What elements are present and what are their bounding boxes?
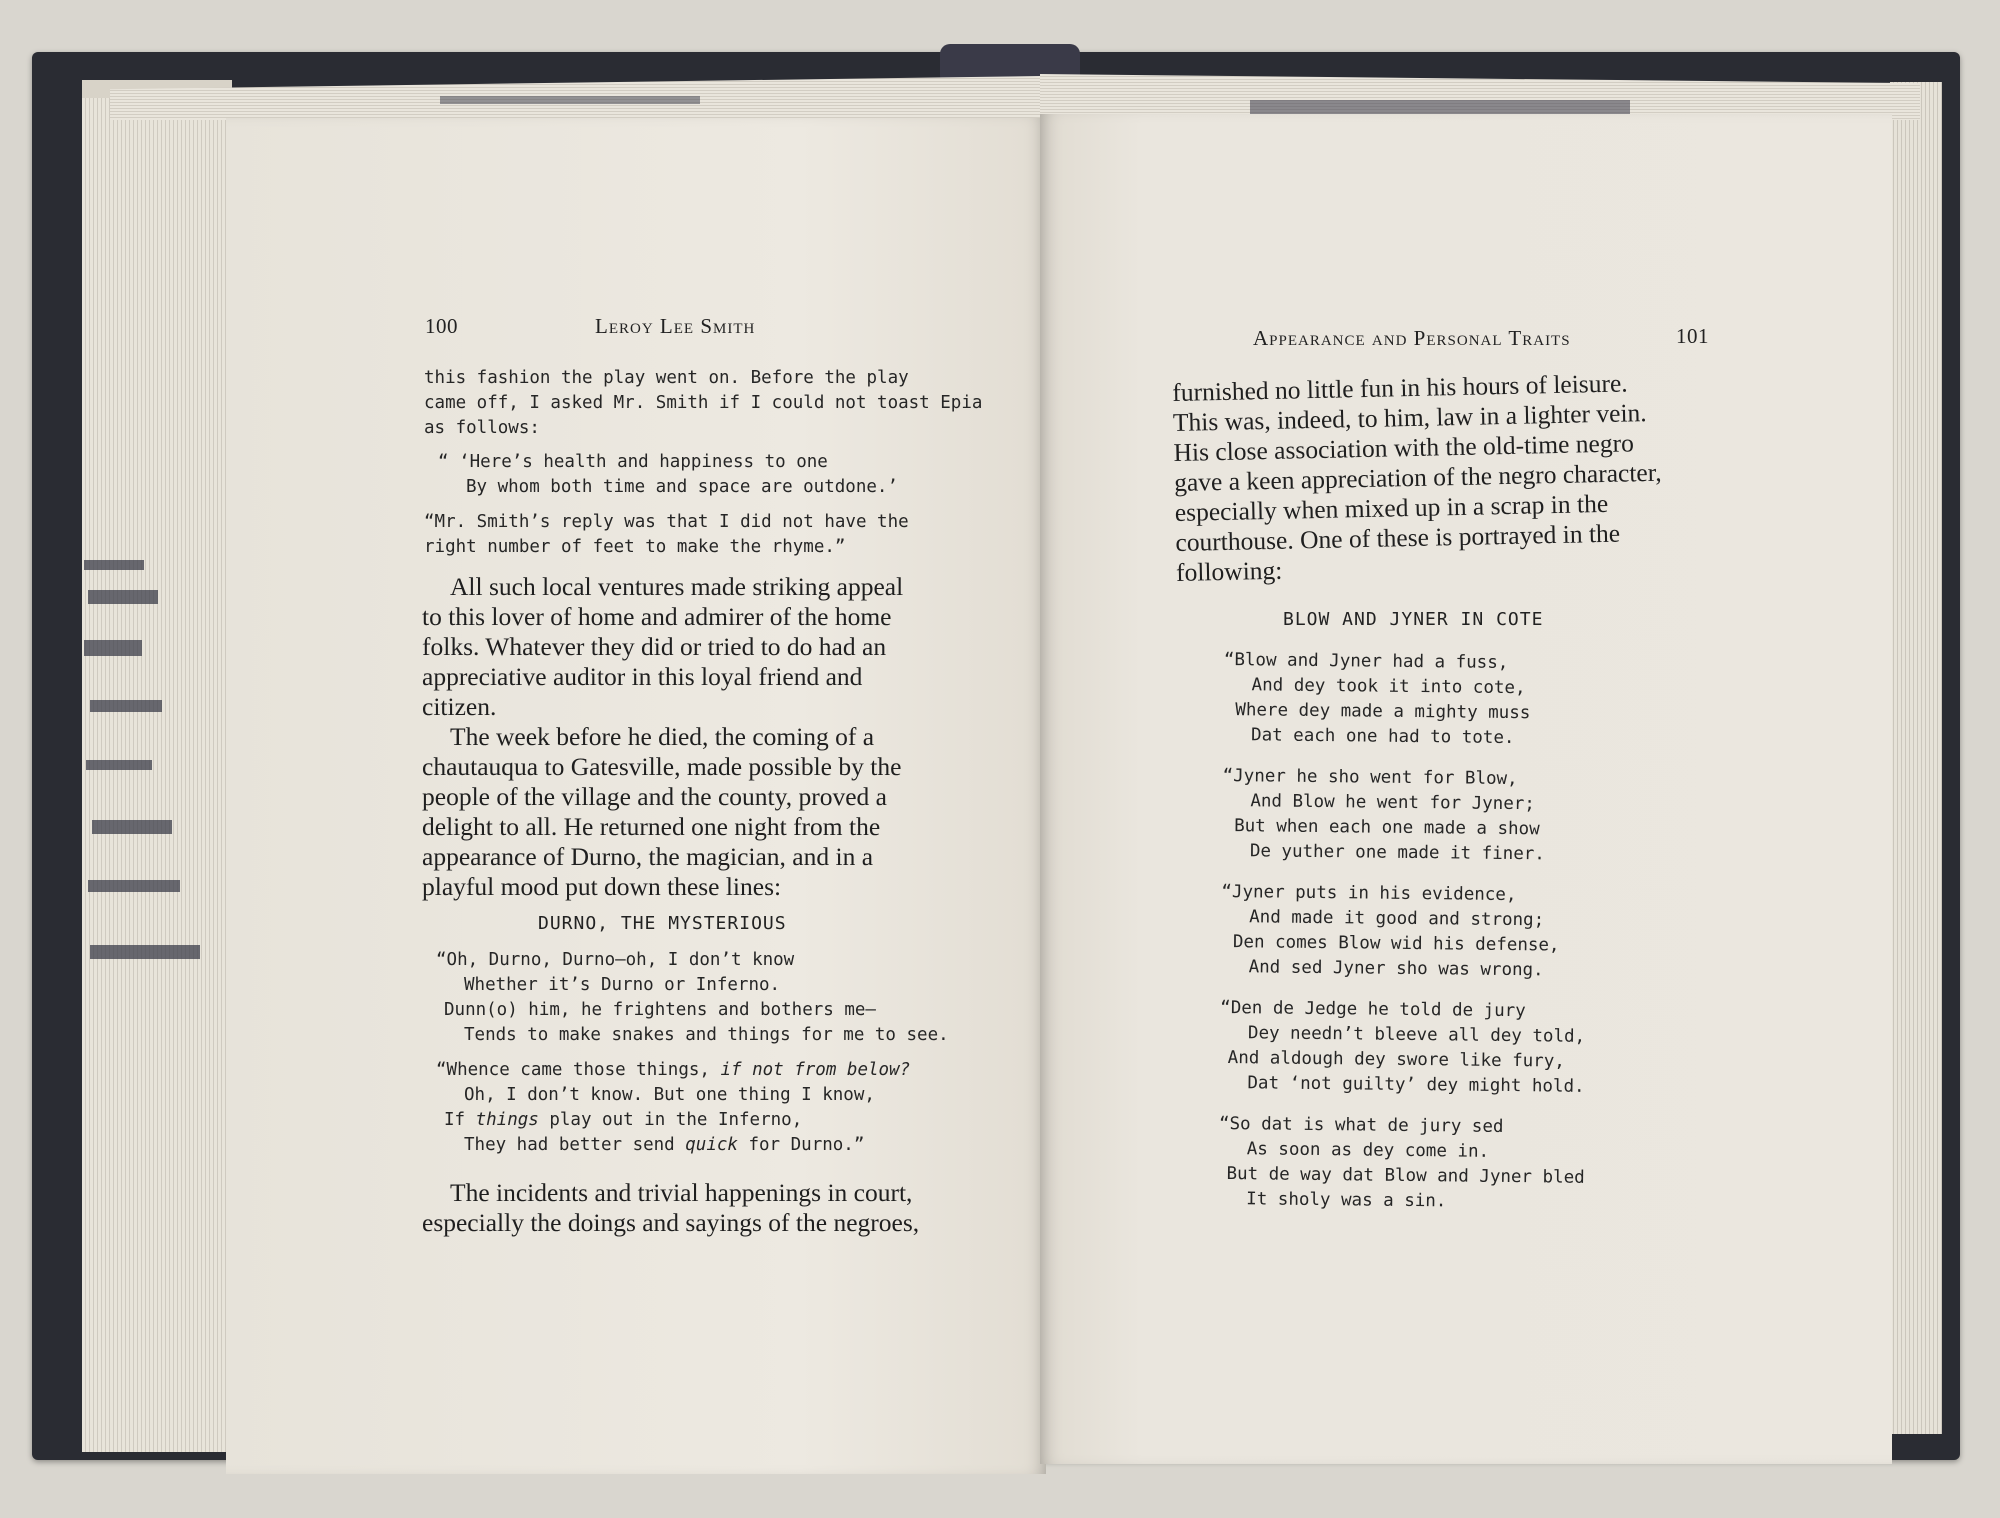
text-line: appearance of Durno, the magician, and in a <box>422 842 874 871</box>
verse-line: And made it good and strong; <box>1249 907 1545 931</box>
ink-bleed-mark <box>90 945 200 959</box>
text-line: this fashion the play went on. Before the play <box>424 368 909 388</box>
ink-bleed-mark <box>84 560 144 570</box>
poem-stanza <box>1221 880 1662 985</box>
verse-line: Dunn(o) him, he frightens and bothers me— <box>444 1000 876 1020</box>
verse-line <box>436 1108 976 1133</box>
verse-line: As soon as dey come in. <box>1246 1139 1490 1162</box>
verse-line: By whom both time and space are outdone.’ <box>466 477 898 497</box>
poem-stanza <box>1219 996 1660 1101</box>
verse-line: “Oh, Durno, Durno—oh, I don’t know <box>436 950 795 970</box>
verse-line: And Blow he went for Jyner; <box>1250 791 1535 815</box>
right-page-number: 101 <box>1676 324 1709 348</box>
verse-line: Whether it’s Durno or Inferno. <box>464 975 781 995</box>
text-line: The week before he died, the coming of a <box>450 722 875 751</box>
ink-bleed-mark <box>1250 100 1630 114</box>
verse-fragment-italic: if not from below? <box>720 1060 911 1080</box>
verse-line: “Jyner he sho went for Blow, <box>1222 765 1518 790</box>
text-line: gave a keen appreciation of the negro character, <box>1173 457 1662 497</box>
text-line: appreciative auditor in this loyal friend and <box>422 662 863 691</box>
poem-durno-stanza-1 <box>436 948 976 1048</box>
verse-fragment: They had better send <box>464 1135 686 1155</box>
verse-fragment-italic: quick <box>685 1135 738 1155</box>
text-line: playful mood put down these lines: <box>422 872 782 901</box>
verse-line: “So dat is what de jury sed <box>1218 1113 1504 1137</box>
verse-line: Tends to make snakes and things for me to see. <box>464 1025 949 1045</box>
verse-line: “Blow and Jyner had a fuss, <box>1223 649 1509 673</box>
verse-line: Dat ‘not guilty’ dey might hold. <box>1247 1073 1585 1097</box>
text-line: right number of feet to make the rhyme.” <box>424 537 846 557</box>
verse-line: And sed Jyner sho was wrong. <box>1248 957 1544 981</box>
ink-bleed-mark <box>90 700 162 712</box>
poem-stanza <box>1222 764 1663 869</box>
text-line: citizen. <box>422 692 497 721</box>
toast-verse <box>438 450 958 500</box>
verse-fragment: for Durno.” <box>737 1135 865 1155</box>
ink-bleed-mark <box>440 96 700 104</box>
text-line: furnished no little fun in his hours of leisure. <box>1172 368 1628 407</box>
ink-bleed-mark <box>88 880 180 892</box>
verse-line: It sholy was a sin. <box>1246 1189 1447 1212</box>
verse-line: Den comes Blow wid his defense, <box>1232 932 1560 956</box>
verse-line: “Jyner puts in his evidence, <box>1221 881 1517 906</box>
text-line: especially the doings and sayings of the negroes, <box>422 1208 920 1237</box>
verse-fragment: play out in the Inferno, <box>538 1110 803 1130</box>
paragraph-courthouse <box>1172 367 1716 588</box>
verse-line: But de way dat Blow and Jyner bled <box>1226 1164 1585 1188</box>
intro-quote <box>424 366 983 441</box>
right-running-head: Appearance and Personal Traits <box>1253 326 1571 350</box>
verse-fragment-italic: things <box>475 1110 539 1130</box>
text-line: chautauqua to Gatesville, made possible by the <box>422 752 902 781</box>
verse-line: Dat each one had to tote. <box>1250 725 1515 749</box>
poem-blow-and-jyner <box>1218 648 1664 1233</box>
text-line: came off, I asked Mr. Smith if I could not toast Epia <box>424 393 983 413</box>
verse-line: Dey needn’t bleeve all dey told, <box>1247 1023 1586 1047</box>
text-line: “Mr. Smith’s reply was that I did not have the <box>424 512 909 532</box>
text-line: This was, indeed, to him, law in a lighter vein. <box>1172 398 1647 437</box>
paragraph-chautauqua <box>422 722 967 902</box>
poem-title-blow-and-jyner: BLOW AND JYNER IN COTE <box>1283 609 1544 630</box>
verse-fragment: “Whence came those things, <box>436 1060 721 1080</box>
paragraph-local-ventures <box>422 572 967 722</box>
right-page-edges <box>1890 82 1942 1434</box>
text-line: courthouse. One of these is portrayed in the <box>1175 518 1621 557</box>
ink-bleed-mark <box>86 760 152 770</box>
left-running-head: Leroy Lee Smith <box>595 314 756 338</box>
verse-line: Where dey made a mighty muss <box>1235 700 1531 724</box>
text-line: folks. Whatever they did or tried to do had an <box>422 632 887 661</box>
verse-line <box>436 1133 976 1158</box>
text-line: people of the village and the county, proved a <box>422 782 887 811</box>
verse-line: And aldough dey swore like fury, <box>1227 1048 1565 1072</box>
ink-bleed-mark <box>88 590 158 604</box>
ink-bleed-mark <box>84 640 142 656</box>
ink-bleed-mark <box>92 820 172 834</box>
text-line: as follows: <box>424 418 540 438</box>
text-line: delight to all. He returned one night from the <box>422 812 881 841</box>
poem-title-durno: DURNO, THE MYSTERIOUS <box>538 913 787 934</box>
verse-line: Oh, I don’t know. But one thing I know, <box>464 1085 875 1105</box>
verse-line: “Den de Jedge he told de jury <box>1220 997 1526 1022</box>
verse-line: And dey took it into cote, <box>1251 675 1526 699</box>
text-line: The incidents and trivial happenings in court, <box>450 1178 913 1207</box>
verse-line: De yuther one made it finer. <box>1249 841 1545 865</box>
poem-stanza <box>1218 1112 1659 1217</box>
left-page-number: 100 <box>425 314 458 338</box>
text-line: following: <box>1175 555 1283 587</box>
verse-line: “ ‘Here’s health and happiness to one <box>438 452 828 472</box>
paragraph-court-incidents <box>422 1178 967 1238</box>
text-line: especially when mixed up in a scrap in the <box>1174 488 1609 527</box>
verse-line: But when each one made a show <box>1234 816 1540 840</box>
text-line: His close association with the old-time negro <box>1173 428 1635 467</box>
text-line: to this lover of home and admirer of the home <box>422 602 892 631</box>
verse-line <box>436 1058 976 1083</box>
reply-quote <box>424 510 966 560</box>
text-line: All such local ventures made striking appeal <box>450 572 904 601</box>
poem-stanza <box>1223 648 1664 753</box>
verse-fragment: If <box>444 1110 476 1130</box>
poem-durno-stanza-2 <box>436 1058 976 1158</box>
